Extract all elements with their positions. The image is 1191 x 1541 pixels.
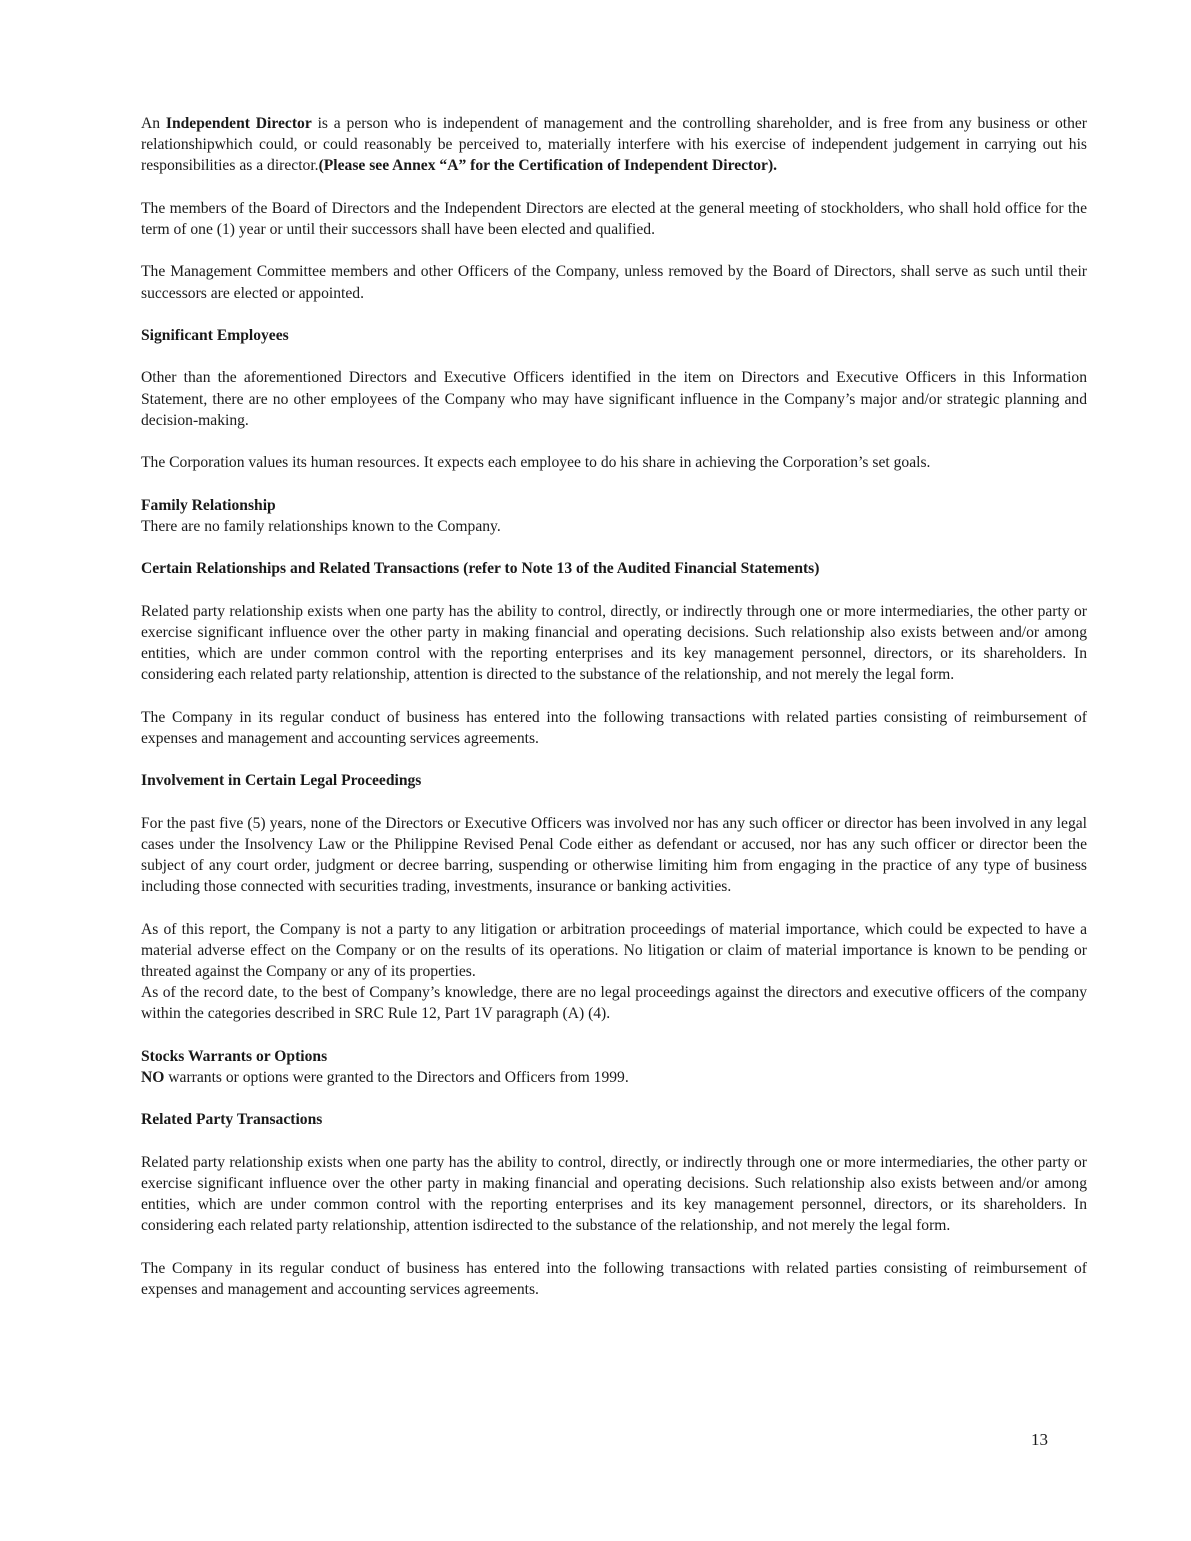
certain-relationships-paragraph: Related party relationship exists when one party has the ability to control, directly, or indirectly through one or more intermediaries, the other party or exercise significant influence over the other party in making financial and operating decisions. Such relationship also exists between and/or among entities, which are under common control with the reporting enterprises and its key management personnel, directors, or its shareholders. In considering each related party relationship, attention is directed to the substance of the relationship, and not merely the legal form. <box>141 602 1087 684</box>
significant-employees-heading: Significant Employees <box>141 326 289 344</box>
management-committee-paragraph: The Management Committee members and other Officers of the Company, unless removed by the Board of Directors, shall serve as such until their successors are elected or appointed. <box>141 263 1087 302</box>
page-number: 13 <box>1031 1430 1048 1449</box>
annex-note: (Please see Annex “A” for the Certification of Independent Director). <box>318 157 778 175</box>
record-date-paragraph: As of the record date, to the best of Company’s knowledge, there are no legal proceedings against the directors and executive officers of the company within the categories described in SRC Rule 12, Part 1V paragraph (A) (4). <box>141 984 1087 1023</box>
legal-proceedings-paragraph: For the past five (5) years, none of the Directors or Executive Officers was involved nor has any such officer or director has been involved in any legal cases under the Insolvency Law or the Philippine Revised Penal Code either as defendant or accused, nor has any such officer or director been the subject of any court order, judgment or decree barring, suspending or otherwise limiting him from engaging in the practice of any type of business including those connected with securities trading, investments, insurance or banking activities. <box>141 814 1087 896</box>
related-party-relationship-paragraph: Related party relationship exists when one party has the ability to control, directly, or indirectly through one or more intermediaries, the other party or exercise significant influence over the other party in making financial and operating decisions. Such relationship also exists between and/or among entities, which are under common control with the reporting enterprises and its key management personnel, directors, or its shareholders. In considering each related party relationship, attention isdirected to the substance of the relationship, and not merely the legal form. <box>141 1153 1087 1235</box>
certain-relationships-heading: Certain Relationships and Related Transactions (refer to Note 13 of the Audited Financial Statements) <box>141 560 820 578</box>
related-party-transactions-heading: Related Party Transactions <box>141 1111 323 1129</box>
certain-relationships-transactions-paragraph: The Company in its regular conduct of business has entered into the following transactions with related parties consisting of reimbursement of expenses and management and accounting services agreements. <box>141 708 1087 747</box>
family-relationship-text: There are no family relationships known to the Company. <box>141 517 501 535</box>
legal-proceedings-heading: Involvement in Certain Legal Proceedings <box>141 772 422 790</box>
independent-director-prefix: An <box>141 115 166 132</box>
stock-warrants-heading: Stocks Warrants or Options <box>141 1047 328 1065</box>
significant-employees-paragraph: Other than the aforementioned Directors and Executive Officers identified in the item on Directors and Executive Officers in this Information Statement, there are no other employees of the Company who may have significant influence in the Company’s major and/or strategic planning and decision-making. <box>141 369 1087 429</box>
related-party-transactions-paragraph: The Company in its regular conduct of business has entered into the following transactions with related parties consisting of reimbursement of expenses and management and accounting services agreements. <box>141 1259 1087 1298</box>
litigation-paragraph: As of this report, the Company is not a party to any litigation or arbitration proceedings of material importance, which could be expected to have a material adverse effect on the Company or on the results of its operations. No litigation or claim of material importance is known to be pending or threated against the Company or any of its properties. <box>141 920 1087 980</box>
independent-director-term: Independent Director <box>165 115 312 132</box>
page-content <box>141 113 1087 1300</box>
stock-warrants-text <box>141 1067 1087 1088</box>
human-resources-paragraph: The Corporation values its human resources. It expects each employee to do his share in achieving the Corporation’s set goals. <box>141 454 931 472</box>
independent-director-definition: is a person who is independent of management and the controlling shareholder, and is free from any business or other relationshipwhich could, or could reasonably be perceived to, materially interfere with his exercise of independent judgement in carrying out his responsibilities as a director. <box>141 115 1088 175</box>
stock-warrants-emphasis: NO <box>141 1068 165 1086</box>
family-relationship-heading: Family Relationship <box>141 496 276 514</box>
stock-warrants-body: warrants or options were granted to the Directors and Officers from 1999. <box>164 1068 629 1086</box>
board-election-paragraph: The members of the Board of Directors and the Independent Directors are elected at the general meeting of stockholders, who shall hold office for the term of one (1) year or until their successors shall have been elected and qualified. <box>141 199 1087 238</box>
independent-director-paragraph <box>141 113 1087 177</box>
